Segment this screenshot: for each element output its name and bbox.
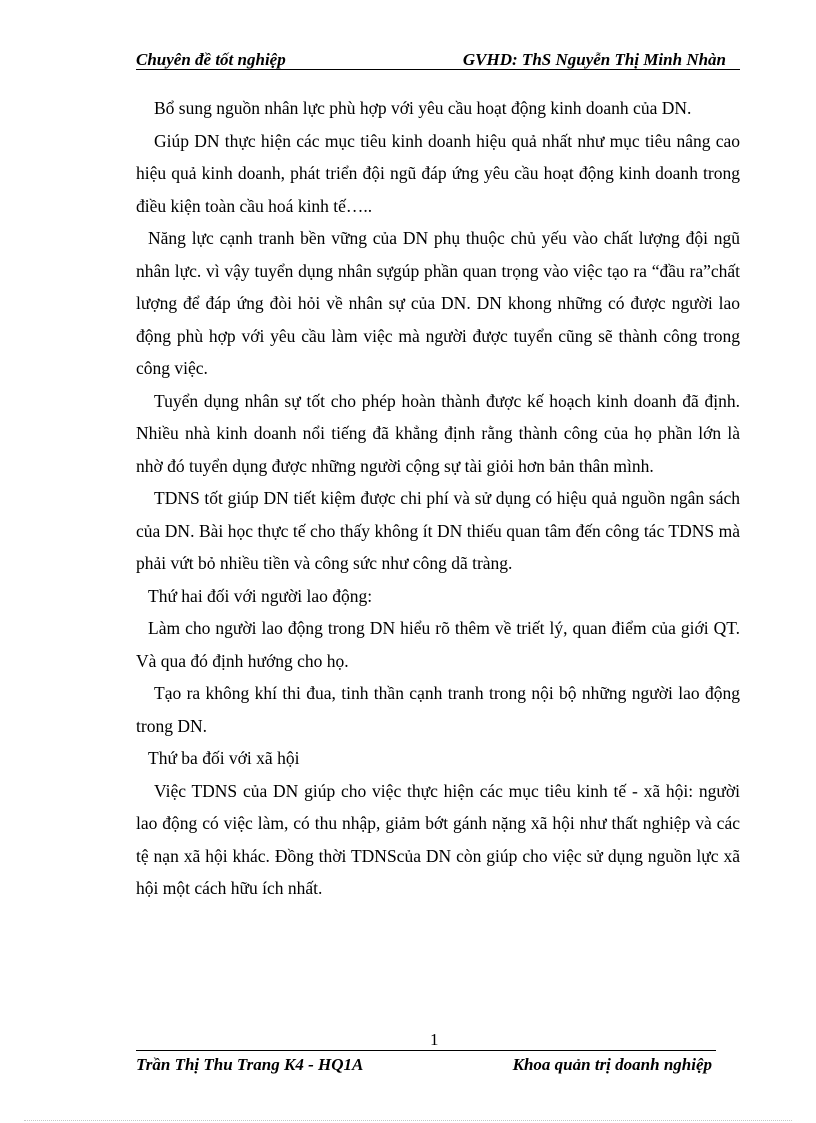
header-title: Chuyên đề tốt nghiệp [136,50,286,69]
page-footer [136,1055,716,1077]
paragraph: TDNS tốt giúp DN tiết kiệm được chi phí và sử dụng có hiệu quả nguồn ngân sách của DN. Bài học thực tế cho thấy không ít DN thiếu quan tâm đến công tác TDNS mà phải vứt bỏ nhiều tiền và công sức như công dã tràng. [136,488,740,573]
header-advisor: GVHD: ThS Nguyễn Thị Minh Nhàn [462,50,726,69]
footer-rule [136,1050,716,1051]
page-number: 1 [430,1030,439,1049]
paragraph: Bổ sung nguồn nhân lực phù hợp với yêu cầu hoạt động kinh doanh của DN. [154,98,692,118]
paragraph: Tuyển dụng nhân sự tốt cho phép hoàn thành được kế hoạch kinh doanh đã định. Nhiều nhà kinh doanh nổi tiếng đã khẳng định rằng thành công của họ phần lớn là nhờ đó tuyển dụng được những người cộng sự tài giỏi hơn bản thân mình. [136,390,740,476]
paragraph: Năng lực cạnh tranh bền vững của DN phụ thuộc chủ yếu vào chất lượng đội ngũ nhân lực. vì vậy tuyển dụng nhân sựgúp phần quan trọng vào việc tạo ra “đầu ra”chất lượng để đáp ứng đòi hỏi về nhân sự của DN. DN khong những có được người lao động phù hợp với yêu cầu làm việc mà người được tuyển cũng sẽ thành công trong công việc. [136,228,740,378]
footer-department: Khoa quản trị doanh nghiệp [512,1055,712,1074]
document-body [136,92,740,905]
paragraph: Thứ hai đối với người lao động: [148,585,373,606]
paragraph: Thứ ba đối với xã hội [148,748,300,768]
page-edge [24,1120,792,1121]
paragraph: Việc TDNS của DN giúp cho việc thực hiện các mục tiêu kinh tế - xã hội: người lao động có việc làm, có thu nhập, giảm bớt gánh nặng xã hội như thất nghiệp và các tệ nạn xã hội khác. Đồng thời TDNScủa DN còn giúp cho việc sử dụng nguồn lực xã hội một cách hữu ích nhất. [136,780,740,898]
paragraph: Giúp DN thực hiện các mục tiêu kinh doanh hiệu quả nhất như mục tiêu nâng cao hiệu quả kinh doanh, phát triển đội ngũ đáp ứng yêu cầu hoạt động kinh doanh trong điều kiện toàn cầu hoá kinh tế….. [136,130,740,216]
paragraph: Làm cho người lao động trong DN hiểu rõ thêm về triết lý, quan điểm của giới QT. Và qua đó định hướng cho họ. [136,618,740,671]
paragraph: Tạo ra không khí thi đua, tinh thần cạnh tranh trong nội bộ những người lao động trong DN. [136,683,740,736]
header-rule [136,69,740,70]
footer-author: Trần Thị Thu Trang K4 - HQ1A [136,1055,364,1074]
